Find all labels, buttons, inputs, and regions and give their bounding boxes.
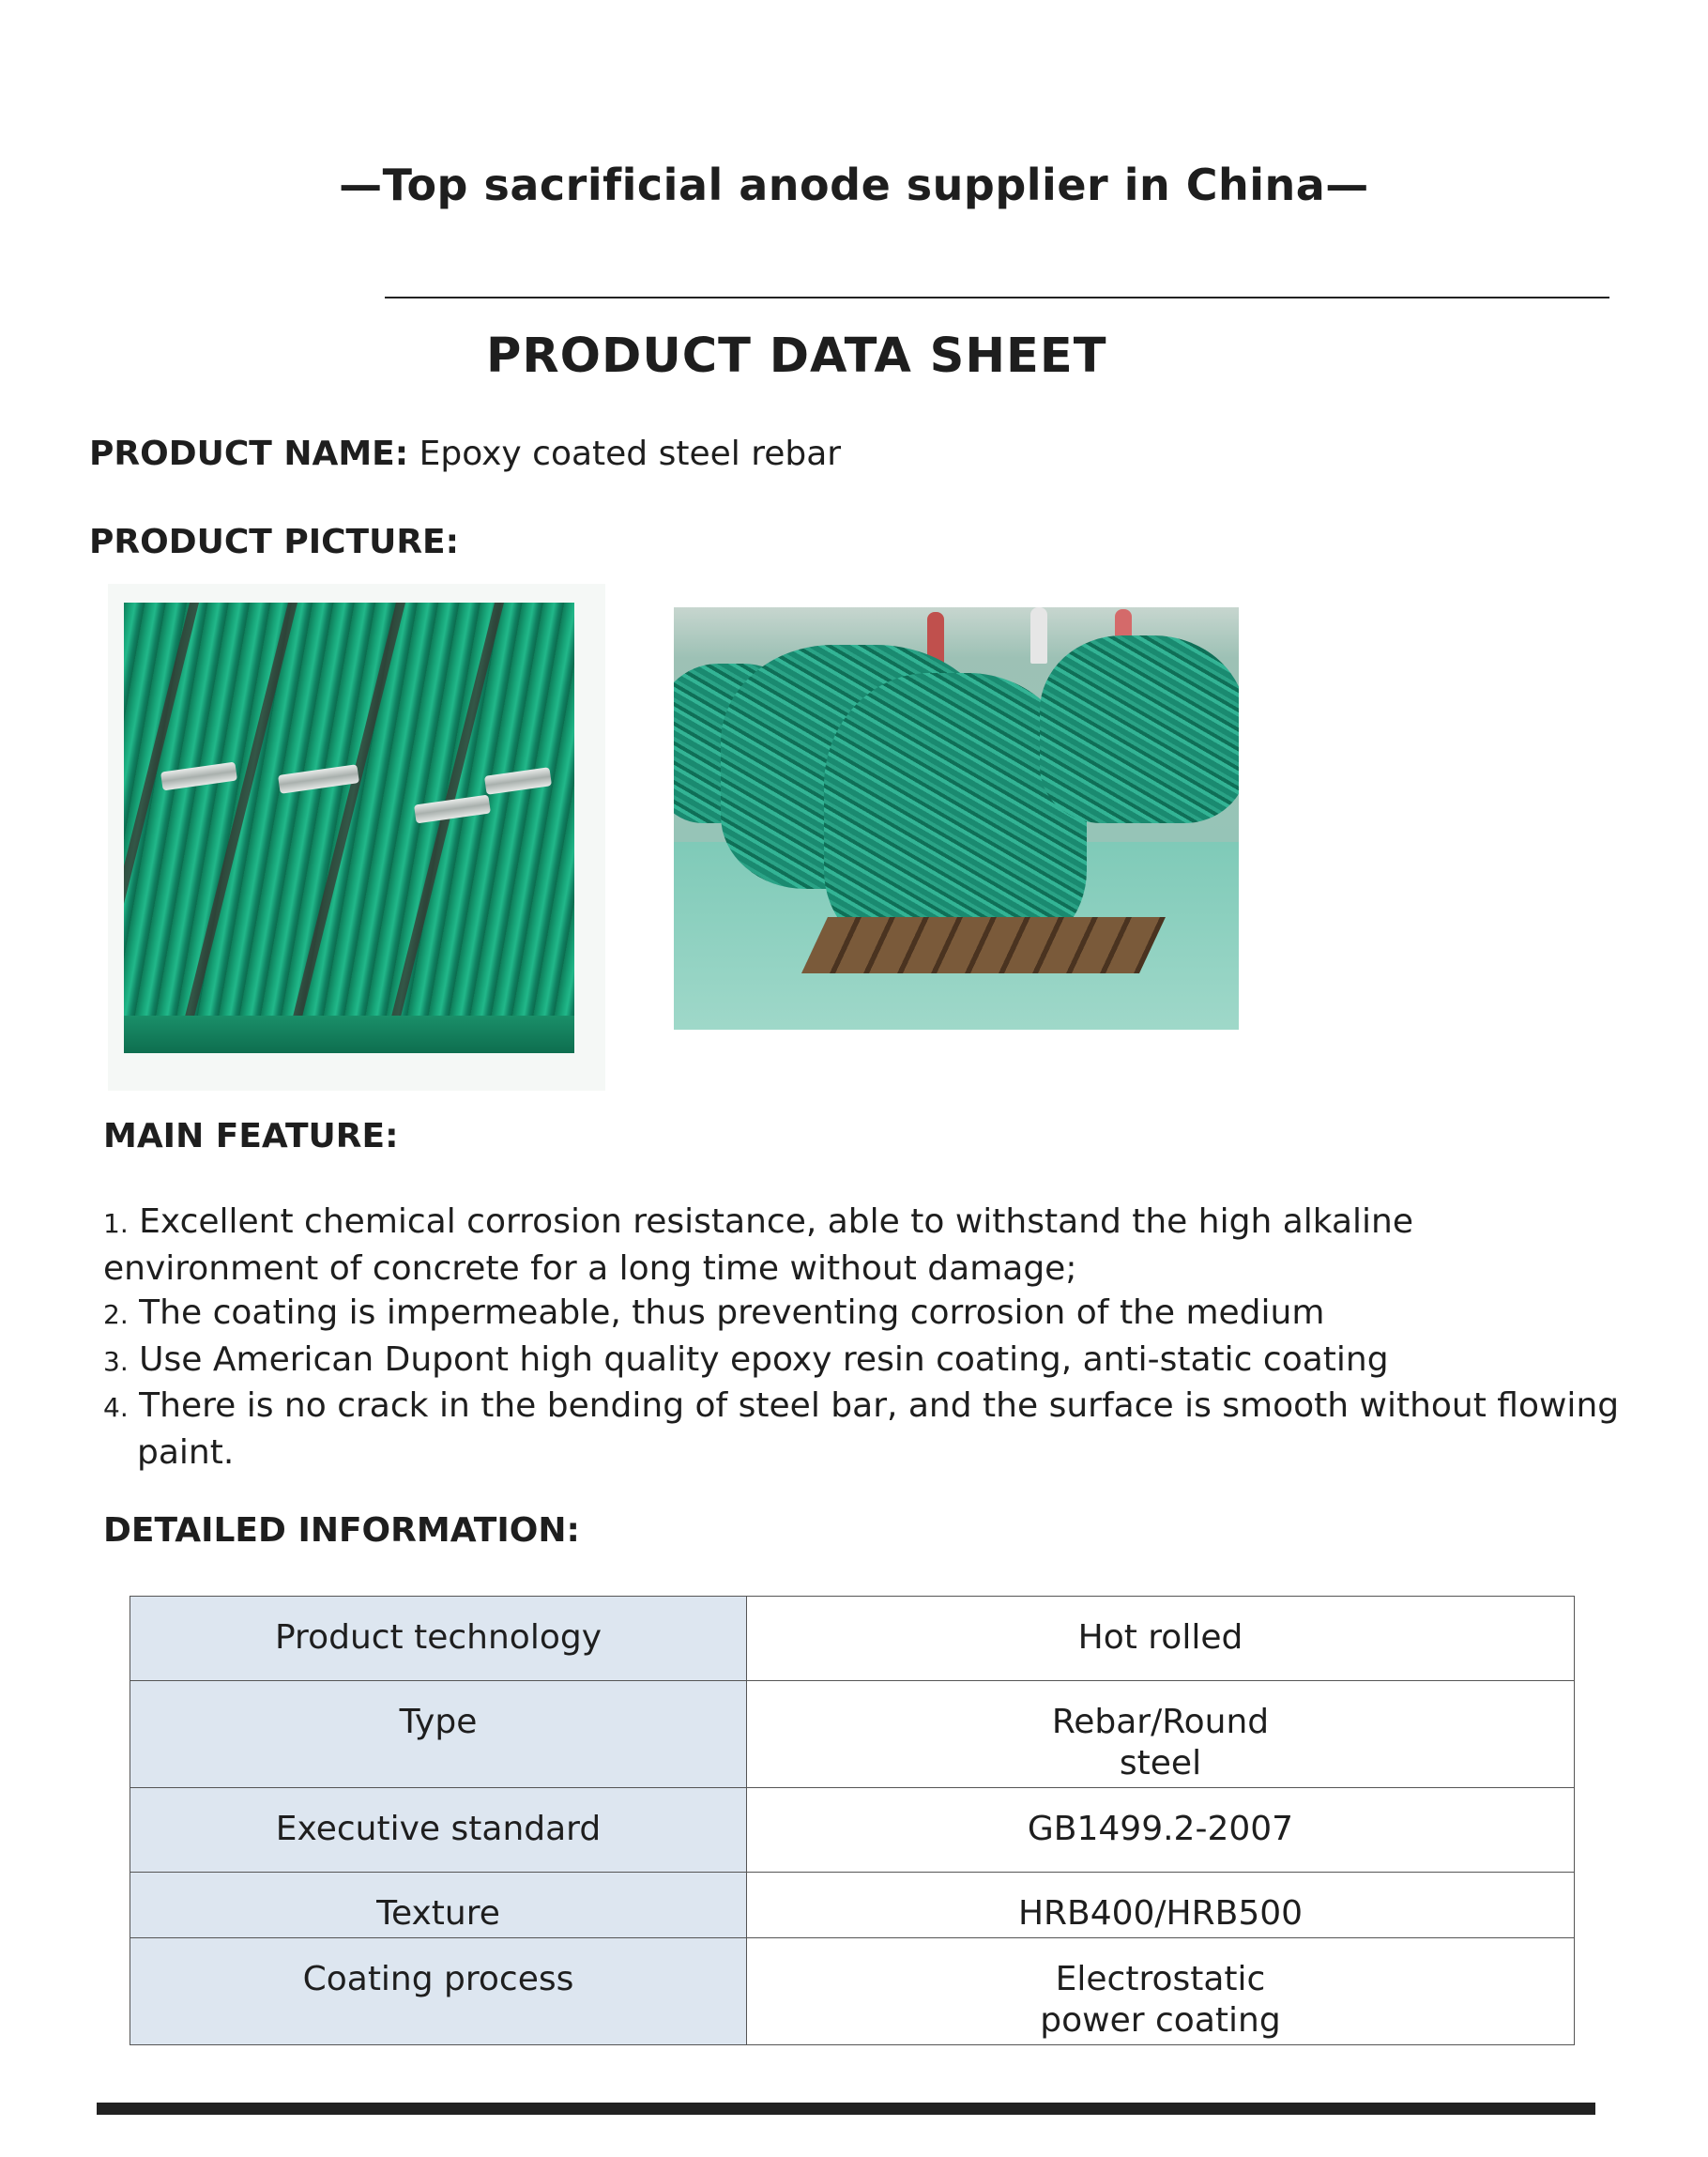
table-row (130, 1873, 1575, 1938)
table-row (130, 1938, 1575, 2045)
spec-value: Rebar/Round steel (747, 1681, 1575, 1788)
feature-text: There is no crack in the bending of steel bar, and the surface is smooth without flowing (139, 1386, 1620, 1425)
spec-value: HRB400/HRB500 (747, 1873, 1575, 1938)
feature-item-4 (103, 1384, 1661, 1430)
spec-key: Product technology (130, 1597, 747, 1681)
spec-key: Executive standard (130, 1788, 747, 1873)
page-title: PRODUCT DATA SHEET (486, 329, 1107, 384)
spec-key: Texture (130, 1873, 747, 1938)
spec-value: Hot rolled (747, 1597, 1575, 1681)
spec-value: Electrostatic power coating (747, 1938, 1575, 2045)
rebar-bundles-photo (124, 603, 574, 1053)
spec-value: GB1499.2-2007 (747, 1788, 1575, 1873)
spec-key: Coating process (130, 1938, 747, 2045)
product-picture-heading: PRODUCT PICTURE: (89, 523, 460, 561)
table-row (130, 1597, 1575, 1681)
feature-item-2 (103, 1291, 1661, 1338)
product-name-value: Epoxy coated steel rebar (419, 435, 842, 473)
table-row (130, 1788, 1575, 1873)
table-row (130, 1681, 1575, 1788)
feature-number: 4. (103, 1392, 129, 1423)
detailed-information-heading: DETAILED INFORMATION: (103, 1511, 580, 1550)
bent-rebar-pallet-photo (674, 607, 1239, 1030)
feature-number: 1. (103, 1208, 129, 1239)
feature-number: 2. (103, 1299, 129, 1330)
feature-list (103, 1200, 1661, 1475)
feature-text: The coating is impermeable, thus preventing corrosion of the medium (139, 1293, 1325, 1332)
feature-number: 3. (103, 1345, 129, 1377)
feature-item-3 (103, 1338, 1661, 1384)
header-divider (385, 297, 1609, 298)
product-name-label: PRODUCT NAME: (89, 435, 409, 473)
footer-divider (97, 2103, 1595, 2115)
feature-item-4-continued: paint. (137, 1432, 235, 1472)
spec-table (130, 1596, 1575, 2045)
feature-item-1 (103, 1200, 1661, 1247)
spec-key: Type (130, 1681, 747, 1788)
feature-text: Use American Dupont high quality epoxy resin coating, anti-static coating (139, 1339, 1389, 1379)
main-feature-heading: MAIN FEATURE: (103, 1117, 399, 1155)
feature-item-1-continued: environment of concrete for a long time without damage; (103, 1248, 1077, 1288)
tagline: —Top sacrificial anode supplier in China— (339, 160, 1369, 210)
feature-text: Excellent chemical corrosion resistance, able to withstand the high alkaline (139, 1202, 1414, 1241)
product-name (89, 435, 841, 473)
